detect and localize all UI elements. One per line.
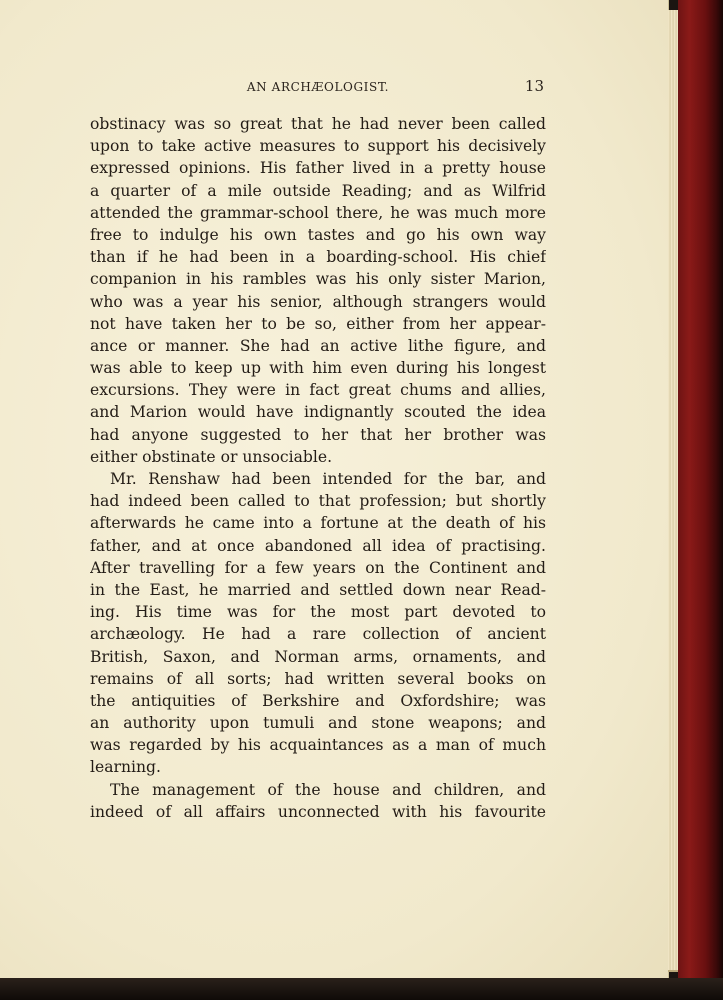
text-line: British, Saxon, and Norman arms, ornaments, and <box>90 647 546 666</box>
text-line: The management of the house and children, and <box>110 780 546 799</box>
text-line: attended the grammar-school there, he was much more <box>90 203 546 222</box>
text-line: had anyone suggested to her that her brother was <box>90 425 546 444</box>
text-line: had indeed been called to that profession; but shortly <box>90 492 546 511</box>
text-line: was regarded by his acquaintances as a man of much <box>90 736 546 755</box>
page-number: 13 <box>524 77 544 95</box>
text-line: free to indulge his own tastes and go his own way <box>90 225 546 244</box>
text-line: Mr. Renshaw had been intended for the bar, and <box>110 470 546 488</box>
text-line: father, and at once abandoned all idea of practising. <box>90 536 546 555</box>
body-text <box>90 113 546 823</box>
text-line: remains of all sorts; had written several books on <box>90 669 546 688</box>
text-line: who was a year his senior, although strangers would <box>90 292 546 311</box>
text-line: companion in his rambles was his only sister Marion, <box>90 270 546 289</box>
text-line: ance or manner. She had an active lithe figure, and <box>90 336 546 355</box>
text-line: upon to take active measures to support his decisively <box>90 137 546 156</box>
text-line: learning. <box>90 758 161 777</box>
text-line: afterwards he came into a fortune at the death of his <box>90 514 546 533</box>
text-line: archæology. He had a rare collection of ancient <box>90 625 546 644</box>
text-line: an authority upon tumuli and stone weapons; and <box>90 714 546 733</box>
text-line: was able to keep up with him even during his longest <box>90 359 546 378</box>
page-edges <box>668 10 678 972</box>
running-head: AN ARCHÆOLOGIST. <box>246 80 390 94</box>
bottom-shadow <box>0 978 723 1000</box>
text-line: obstinacy was so great that he had never been called <box>90 115 546 133</box>
text-line: indeed of all affairs unconnected with his favourite <box>90 802 546 821</box>
text-line: in the East, he married and settled down near Read- <box>90 580 546 599</box>
text-line: ing. His time was for the most part devoted to <box>90 603 546 622</box>
book-binding <box>678 0 723 1000</box>
text-line: expressed opinions. His father lived in a pretty house <box>90 159 546 178</box>
text-line: excursions. They were in fact great chums and allies, <box>90 381 546 400</box>
page-header <box>90 76 546 98</box>
text-line: a quarter of a mile outside Reading; and as Wilfrid <box>90 181 546 200</box>
text-line: than if he had been in a boarding-school. His chief <box>90 248 546 267</box>
text-line: either obstinate or unsociable. <box>90 447 333 466</box>
text-line: and Marion would have indignantly scouted the idea <box>90 403 546 422</box>
text-line: After travelling for a few years on the Continent and <box>90 558 546 577</box>
text-line: the antiquities of Berkshire and Oxfordshire; was <box>90 691 546 710</box>
text-line: not have taken her to be so, either from her appear- <box>90 314 546 333</box>
